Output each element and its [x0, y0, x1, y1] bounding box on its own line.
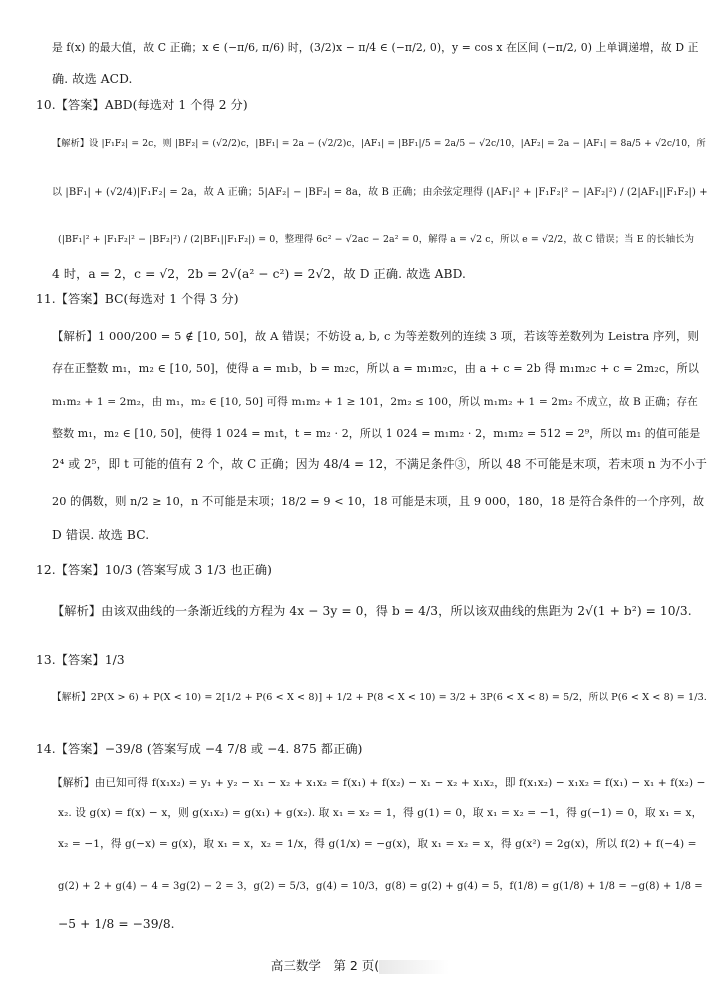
text-line: D 错误. 故选 BC. — [52, 528, 150, 542]
text-line: (|BF₁|² + |F₁F₂|² − |BF₂|²) / (2|BF₁||F₁F₂|) = 0，整理得 6c² − √2ac − 2a² = 0，解得 a = √2 c，所以 e = √2/2，故 C 错误；当 E 的长轴长为 — [58, 234, 695, 245]
text-line: 4 时，a = 2，c = √2，2b = 2√(a² − c²) = 2√2，故 D 正确. 故选 ABD. — [52, 267, 467, 281]
text-line: 整数 m₁，m₂ ∈ [10, 50]，使得 1 024 = m₁t，t = m₂ · 2，所以 1 024 = m₁m₂ · 2，m₁m₂ = 512 = 2⁹，所以 m₁ 的值可能是 — [52, 427, 701, 440]
question-10-answer: 10.【答案】ABD(每选对 1 个得 2 分) — [36, 98, 248, 112]
text-line: 以 |BF₁| + (√2/4)|F₁F₂| = 2a，故 A 正确；5|AF₂| − |BF₂| = 8a，故 B 正确；由余弦定理得 (|AF₁|² + |F₁F₂|² − |AF₂|²) / (2|AF₁||F₁F₂|) + — [52, 187, 708, 198]
text-line: x₂. 设 g(x) = f(x) − x，则 g(x₁x₂) = g(x₁) + g(x₂). 取 x₁ = x₂ = 1，得 g(1) = 0，取 x₁ = x₂ = −1，得 g(−1) = 0，取 x₁ = x， — [58, 807, 703, 819]
text-line: 【解析】2P(X > 6) + P(X < 10) = 2[1/2 + P(6 < X < 8)] + 1/2 + P(8 < X < 10) = 3/2 + 3P(6 < X < 8) = 5/2，所以 P(6 < X < 8) = 1/3. — [52, 692, 707, 703]
text-line: 20 的偶数，则 n/2 ≥ 10，n 不可能是末项；18/2 = 9 < 10，18 可能是末项，且 9 000，180，18 是符合条件的一个序列，故 — [52, 495, 705, 508]
text-line: g(2) + 2 + g(4) − 4 = 3g(2) − 2 = 3，g(2) = 5/3，g(4) = 10/3，g(8) = g(2) + g(4) = 5，f(1/8) = g(1/8) + 1/8 = −g(8) + 1/8 = — [58, 881, 703, 892]
question-13-answer: 13.【答案】1/3 — [36, 653, 125, 667]
text-line: 确. 故选 ACD. — [52, 72, 133, 86]
text-line: 【解析】设 |F₁F₂| = 2c，则 |BF₂| = (√2/2)c，|BF₁| = 2a − (√2/2)c，|AF₁| = |BF₁|/5 = 2a/5 − √2c/10，|AF₂| = 2a − |AF₁| = 8a/5 + √2c/10，所 — [52, 138, 706, 149]
text-line: m₁m₂ + 1 = 2m₂，由 m₁，m₂ ∈ [10, 50] 可得 m₁m₂ + 1 ≥ 101，2m₂ ≤ 100，所以 m₁m₂ + 1 = 2m₂ 不成立，故 B 正确；存在 — [52, 396, 698, 408]
text-line: 是 f(x) 的最大值，故 C 正确；x ∈ (−π/6, π/6) 时，(3/2)x − π/4 ∈ (−π/2, 0)，y = cos x 在区间 (−π/2, 0) 上单调递增，故 D 正 — [52, 41, 699, 54]
question-12-answer: 12.【答案】10/3 (答案写成 3 1/3 也正确) — [36, 563, 272, 577]
text-line: −5 + 1/8 = −39/8. — [58, 917, 175, 931]
text-line: 【解析】由该双曲线的一条渐近线的方程为 4x − 3y = 0，得 b = 4/3，所以该双曲线的焦距为 2√(1 + b²) = 10/3. — [52, 604, 692, 618]
text-line: x₂ = −1，得 g(−x) = g(x)，取 x₁ = x，x₂ = 1/x，得 g(1/x) = −g(x)，取 x₁ = x₂ = x，得 g(x²) = 2g(x)，所以 f(2) + f(−4) = — [58, 838, 697, 850]
text-line: 2⁴ 或 2⁵，即 t 可能的值有 2 个，故 C 正确；因为 48/4 = 12，不满足条件③，所以 48 不可能是末项，若末项 n 为不小于 — [52, 457, 708, 471]
footer-mask — [379, 960, 449, 974]
text-line: 【解析】1 000/200 = 5 ∉ [10, 50]，故 A 错误；不妨设 a, b, c 为等差数列的连续 3 项，若该等差数列为 Leistra 序列，则 — [52, 329, 699, 343]
question-14-answer: 14.【答案】−39/8 (答案写成 −4 7/8 或 −4. 875 都正确) — [36, 742, 363, 756]
text-line: 【解析】由已知可得 f(x₁x₂) = y₁ + y₂ − x₁ − x₂ + x₁x₂ = f(x₁) + f(x₂) − x₁ − x₂ + x₁x₂，即 f(x₁x₂) − x₁x₂ = f(x₁) − x₁ + f(x₂) − — [52, 777, 706, 789]
footer-label: 高三数学 第 2 页( — [270, 958, 380, 973]
page-footer — [0, 956, 720, 974]
text-line: 存在正整数 m₁，m₂ ∈ [10, 50]，使得 a = m₁b，b = m₂c，所以 a = m₁m₂c，由 a + c = 2b 得 m₁m₂c + c = 2m₂c，所以 — [52, 362, 700, 375]
question-11-answer: 11.【答案】BC(每选对 1 个得 3 分) — [36, 292, 239, 306]
